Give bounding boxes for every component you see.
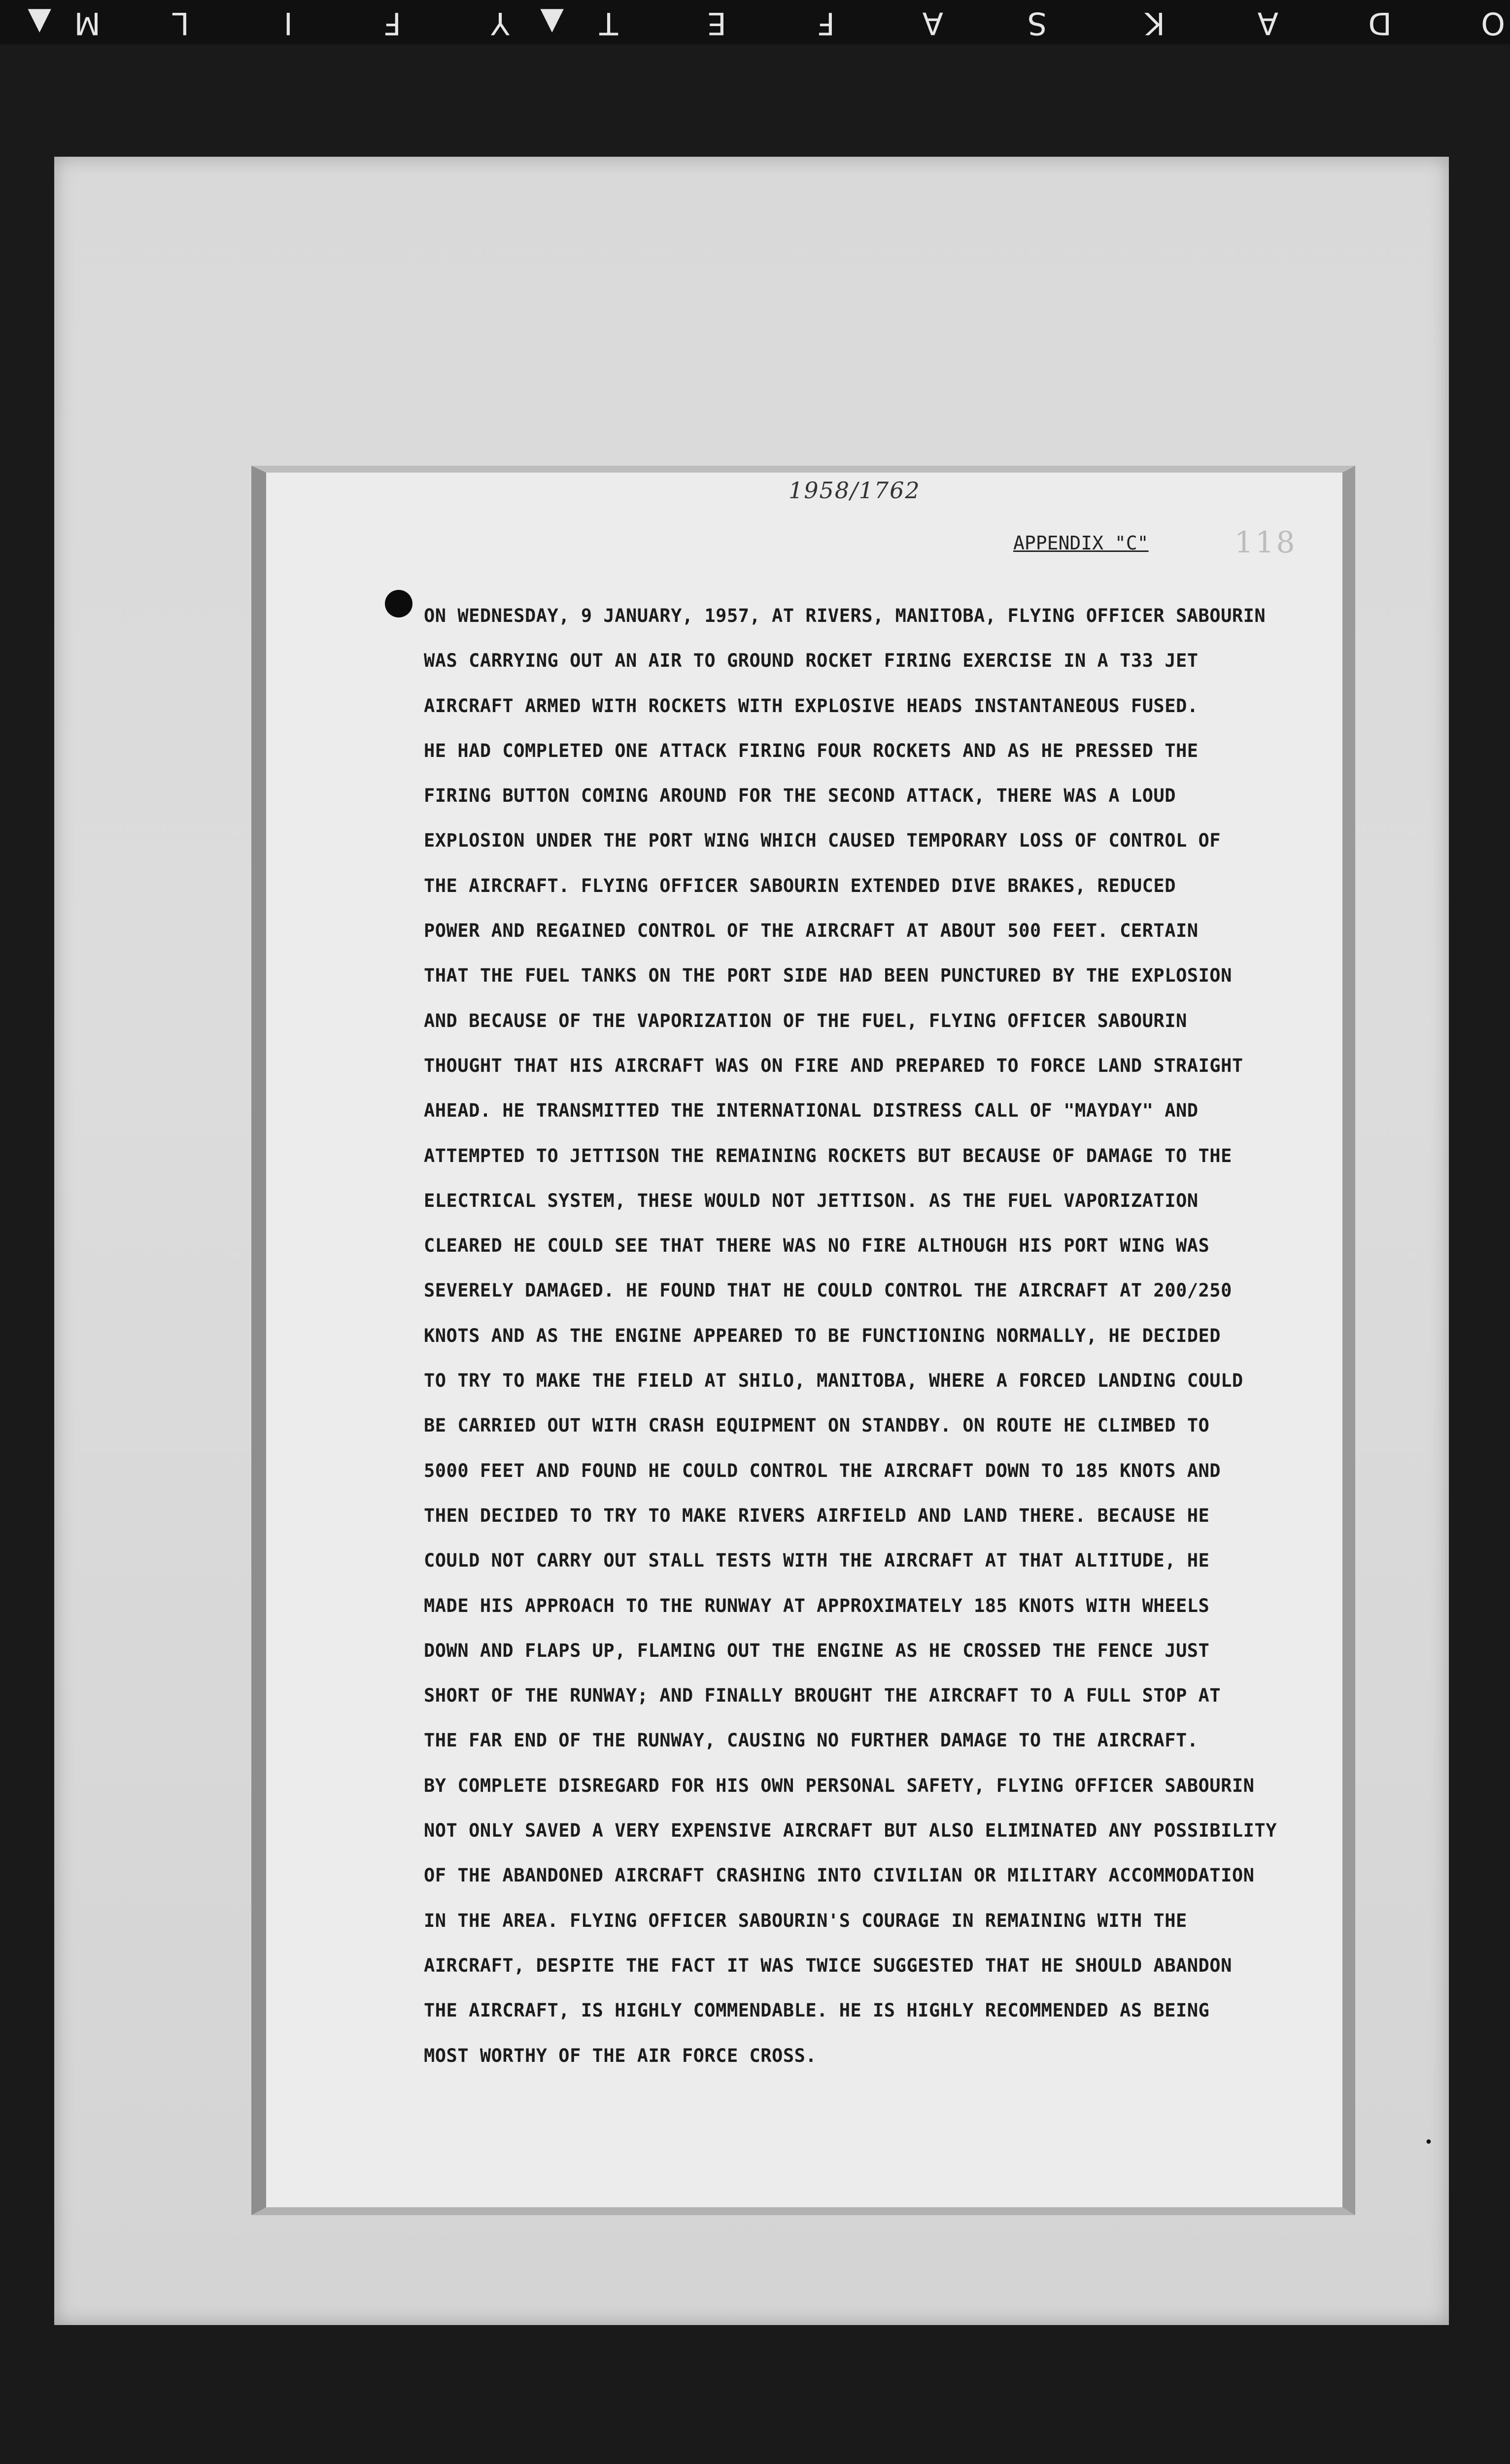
film-edge-mark: S <box>1027 5 1047 41</box>
film-edge-mark: ▲ <box>540 5 564 41</box>
film-edge-mark: O <box>1481 5 1505 41</box>
film-edge-mark: L <box>172 5 189 41</box>
text-line: COULD NOT CARRY OUT STALL TESTS WITH THE AIRCRAFT AT THAT ALTITUDE, HE <box>424 1550 1210 1572</box>
text-line: THOUGHT THAT HIS AIRCRAFT WAS ON FIRE AND PREPARED TO FORCE LAND STRAIGHT <box>424 1055 1243 1076</box>
text-line: SHORT OF THE RUNWAY; AND FINALLY BROUGHT THE AIRCRAFT TO A FULL STOP AT <box>424 1685 1221 1707</box>
text-line: 5000 FEET AND FOUND HE COULD CONTROL THE AIRCRAFT DOWN TO 185 KNOTS AND <box>424 1460 1221 1481</box>
text-line: HE HAD COMPLETED ONE ATTACK FIRING FOUR ROCKETS AND AS HE PRESSED THE <box>424 740 1199 761</box>
text-line: AIRCRAFT ARMED WITH ROCKETS WITH EXPLOSIVE HEADS INSTANTANEOUS FUSED. <box>424 695 1199 717</box>
film-edge-mark: K <box>1145 5 1165 41</box>
page-number: 118 <box>1235 525 1297 560</box>
film-edge-text <box>0 2 1510 41</box>
film-edge-mark: F <box>817 5 835 41</box>
film-edge-mark: Y <box>491 5 510 41</box>
text-line: DOWN AND FLAPS UP, FLAMING OUT THE ENGINE AS HE CROSSED THE FENCE JUST <box>424 1640 1210 1661</box>
text-line: THE AIRCRAFT. FLYING OFFICER SABOURIN EXTENDED DIVE BRAKES, REDUCED <box>424 875 1176 896</box>
film-edge-mark: A <box>922 5 943 41</box>
text-line: FIRING BUTTON COMING AROUND FOR THE SECOND ATTACK, THERE WAS A LOUD <box>424 785 1176 807</box>
text-line: POWER AND REGAINED CONTROL OF THE AIRCRAFT AT ABOUT 500 FEET. CERTAIN <box>424 920 1199 942</box>
text-line: SEVERELY DAMAGED. HE FOUND THAT HE COULD CONTROL THE AIRCRAFT AT 200/250 <box>424 1280 1232 1301</box>
text-line: NOT ONLY SAVED A VERY EXPENSIVE AIRCRAFT BUT ALSO ELIMINATED ANY POSSIBILITY <box>424 1820 1277 1842</box>
text-line: BE CARRIED OUT WITH CRASH EQUIPMENT ON STANDBY. ON ROUTE HE CLIMBED TO <box>424 1415 1210 1437</box>
text-line: BY COMPLETE DISREGARD FOR HIS OWN PERSONAL SAFETY, FLYING OFFICER SABOURIN <box>424 1775 1255 1796</box>
film-edge-mark: I <box>283 5 293 41</box>
text-line: AND BECAUSE OF THE VAPORIZATION OF THE FUEL, FLYING OFFICER SABOURIN <box>424 1010 1187 1031</box>
text-line: ATTEMPTED TO JETTISON THE REMAINING ROCKETS BUT BECAUSE OF DAMAGE TO THE <box>424 1145 1232 1166</box>
appendix-title: APPENDIX "C" <box>1013 532 1149 554</box>
text-line: ON WEDNESDAY, 9 JANUARY, 1957, AT RIVERS, MANITOBA, FLYING OFFICER SABOURIN <box>424 605 1266 626</box>
text-line: THE AIRCRAFT, IS HIGHLY COMMENDABLE. HE IS HIGHLY RECOMMENDED AS BEING <box>424 2000 1210 2021</box>
text-line: MADE HIS APPROACH TO THE RUNWAY AT APPROXIMATELY 185 KNOTS WITH WHEELS <box>424 1595 1210 1616</box>
text-line: THAT THE FUEL TANKS ON THE PORT SIDE HAD BEEN PUNCTURED BY THE EXPLOSION <box>424 965 1232 987</box>
text-line: AIRCRAFT, DESPITE THE FACT IT WAS TWICE SUGGESTED THAT HE SHOULD ABANDON <box>424 1954 1232 1976</box>
film-edge-mark: T <box>599 5 618 41</box>
text-line: ELECTRICAL SYSTEM, THESE WOULD NOT JETTISON. AS THE FUEL VAPORIZATION <box>424 1190 1199 1211</box>
film-edge-strip <box>0 0 1510 44</box>
film-edge-mark: E <box>707 5 726 41</box>
text-line: IN THE AREA. FLYING OFFICER SABOURIN'S COURAGE IN REMAINING WITH THE <box>424 1910 1187 1931</box>
film-edge-mark: M <box>74 5 101 41</box>
film-edge-mark: A <box>1257 5 1278 41</box>
citation-body <box>424 601 1291 2086</box>
handwritten-file-reference: 1958/1762 <box>789 477 921 504</box>
film-edge-mark: ▲ <box>28 5 51 41</box>
text-line: THE FAR END OF THE RUNWAY, CAUSING NO FURTHER DAMAGE TO THE AIRCRAFT. <box>424 1730 1199 1751</box>
punch-hole <box>385 590 412 617</box>
text-line: THEN DECIDED TO TRY TO MAKE RIVERS AIRFIELD AND LAND THERE. BECAUSE HE <box>424 1505 1210 1526</box>
text-line: TO TRY TO MAKE THE FIELD AT SHILO, MANITOBA, WHERE A FORCED LANDING COULD <box>424 1370 1243 1392</box>
text-line: CLEARED HE COULD SEE THAT THERE WAS NO FIRE ALTHOUGH HIS PORT WING WAS <box>424 1235 1210 1257</box>
text-line: MOST WORTHY OF THE AIR FORCE CROSS. <box>424 2045 817 2066</box>
margin-dot: • <box>1424 2134 1433 2151</box>
film-edge-mark: F <box>383 5 401 41</box>
text-line: WAS CARRYING OUT AN AIR TO GROUND ROCKET FIRING EXERCISE IN A T33 JET <box>424 650 1199 672</box>
text-line: EXPLOSION UNDER THE PORT WING WHICH CAUSED TEMPORARY LOSS OF CONTROL OF <box>424 830 1221 852</box>
text-line: KNOTS AND AS THE ENGINE APPEARED TO BE FUNCTIONING NORMALLY, HE DECIDED <box>424 1325 1221 1346</box>
text-line: AHEAD. HE TRANSMITTED THE INTERNATIONAL DISTRESS CALL OF "MAYDAY" AND <box>424 1100 1199 1122</box>
text-line: OF THE ABANDONED AIRCRAFT CRASHING INTO CIVILIAN OR MILITARY ACCOMMODATION <box>424 1865 1255 1886</box>
film-edge-mark: D <box>1368 5 1392 41</box>
